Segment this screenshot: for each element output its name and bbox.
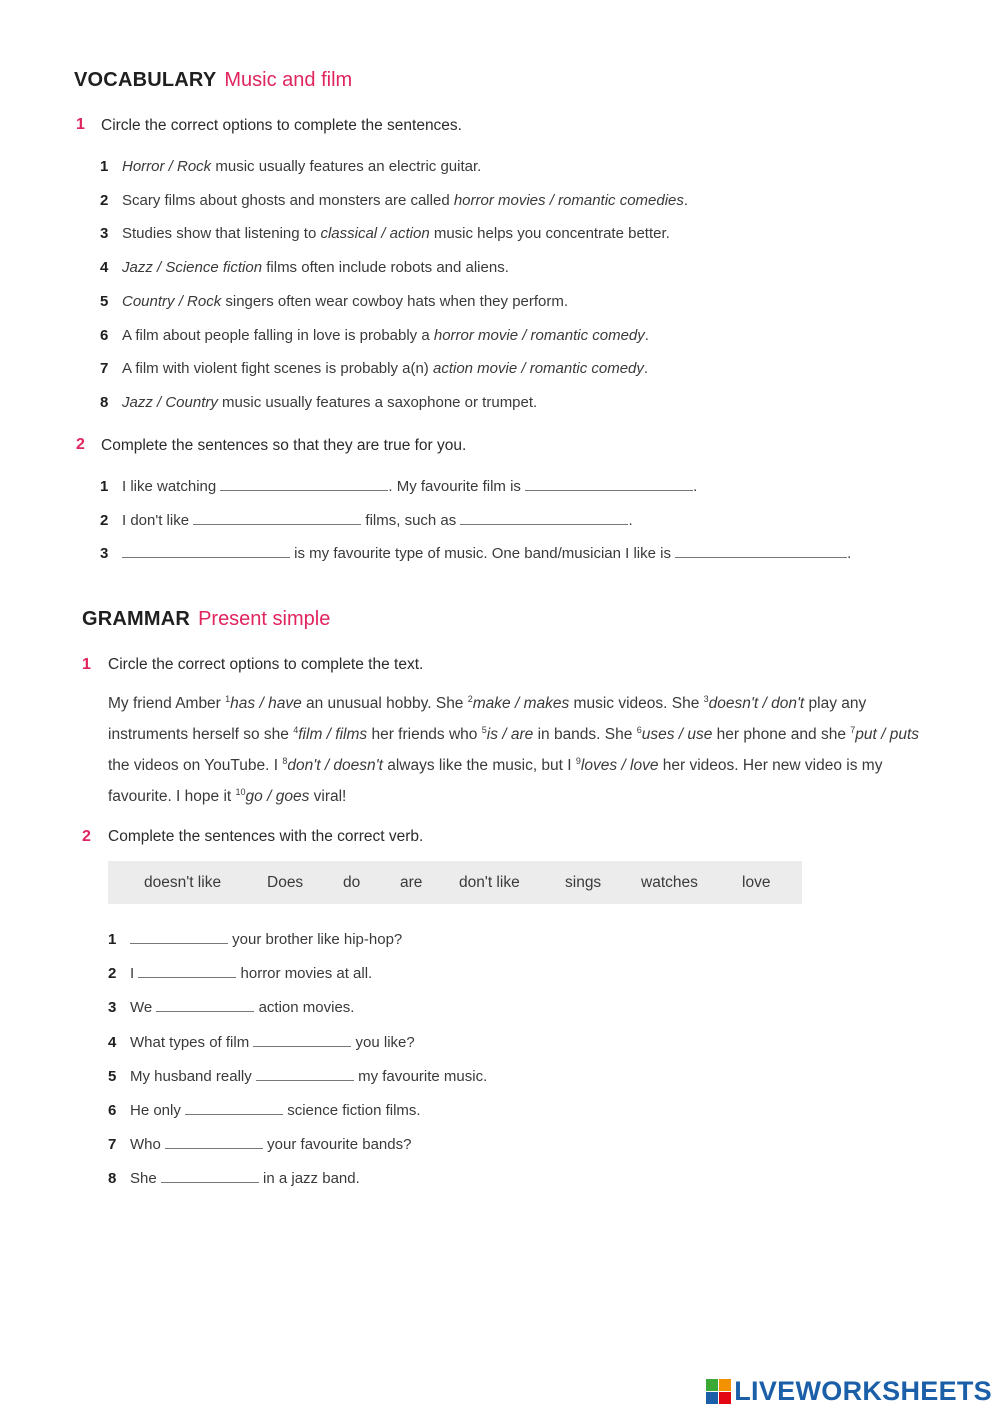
vocab-ex2-instruction: Complete the sentences so that they are true for you. <box>101 437 467 454</box>
option-choice[interactable]: put / puts <box>855 726 920 744</box>
item-number: 1 <box>108 931 117 948</box>
sentence-text: Studies show that listening to <box>122 225 321 243</box>
item-number: 7 <box>100 360 109 378</box>
option-choice[interactable]: Horror / Rock <box>122 158 212 175</box>
gap-number: 7 <box>850 725 856 736</box>
sentence-text: action movies. <box>254 999 355 1017</box>
sentence-text: play any instruments herself so she <box>108 695 867 744</box>
grammar-section-title <box>82 608 330 631</box>
list-item <box>100 360 648 377</box>
sentence-text: . <box>644 326 649 344</box>
list-item <box>100 293 568 310</box>
option-choice[interactable]: don't / doesn't <box>287 757 383 775</box>
item-number: 2 <box>100 191 109 209</box>
sentence-text: her phone and she <box>712 726 851 744</box>
sentence-text: is my favourite type of music. One band/musician I like is <box>290 545 676 562</box>
option-choice[interactable]: go / goes <box>245 788 310 806</box>
sentence-text: . <box>643 360 649 378</box>
sentence-text: He only <box>130 1102 186 1119</box>
list-item <box>100 478 697 495</box>
item-number: 2 <box>108 965 117 983</box>
word-bank-item[interactable]: sings <box>565 873 602 891</box>
sentence-text: What types of film <box>130 1033 254 1051</box>
logo-mark-icon <box>706 1379 731 1404</box>
sentence-text: . <box>628 511 633 529</box>
sentence-text: music videos. She <box>569 695 704 713</box>
sentence-text: her friends who <box>367 726 482 744</box>
gap-number: 9 <box>575 756 581 767</box>
logo-square <box>719 1392 731 1404</box>
sentence-text: A film with violent fight scenes is probably a(n) <box>122 360 433 378</box>
answer-blank[interactable] <box>130 931 228 944</box>
sentence-text: I don't like <box>122 511 194 529</box>
vocab-ex1-number: 1 <box>76 116 85 133</box>
list-item <box>108 1136 411 1153</box>
answer-blank[interactable] <box>161 1170 259 1183</box>
list-item <box>108 931 402 948</box>
option-choice[interactable]: doesn't / don't <box>708 695 805 713</box>
sentence-text: singers often wear cowboy hats when they perform. <box>221 292 569 310</box>
word-bank-item[interactable]: love <box>742 873 771 891</box>
logo-text: LIVEWORKSHEETS <box>734 1376 992 1406</box>
sentence-text: films often include robots and aliens. <box>262 259 509 277</box>
gap-number: 5 <box>481 725 487 736</box>
vocab-ex2-number: 2 <box>76 436 85 453</box>
answer-blank[interactable] <box>138 965 236 978</box>
grammar-ex1-instruction: Circle the correct options to complete the text. <box>108 656 424 673</box>
vocabulary-section-title <box>74 69 352 92</box>
sentence-text: We <box>130 999 157 1017</box>
word-bank-item[interactable]: watches <box>641 873 698 891</box>
item-number: 1 <box>100 158 109 175</box>
item-number: 1 <box>100 478 109 495</box>
item-number: 6 <box>100 326 109 344</box>
list-item <box>100 225 670 242</box>
sentence-text: music helps you concentrate better. <box>429 225 670 243</box>
sentence-text: science fiction films. <box>283 1102 421 1119</box>
sentence-text: my favourite music. <box>353 1067 488 1085</box>
item-number: 6 <box>108 1102 117 1119</box>
list-item <box>108 1102 421 1119</box>
word-bank-item[interactable]: don't like <box>459 873 520 891</box>
sentence-text: always like the music, but I <box>382 757 576 775</box>
list-item <box>108 1034 415 1051</box>
sentence-text: horror movies at all. <box>236 965 373 983</box>
option-choice[interactable]: Country / Rock <box>122 292 222 310</box>
list-item <box>100 394 537 411</box>
list-item <box>108 1170 360 1187</box>
answer-blank[interactable] <box>165 1136 263 1149</box>
option-choice[interactable]: Jazz / Country <box>122 393 218 411</box>
answer-blank[interactable] <box>156 999 254 1012</box>
sentence-text: My friend Amber <box>108 695 226 713</box>
gap-number: 4 <box>293 725 299 736</box>
word-bank-item[interactable]: doesn't like <box>144 873 222 891</box>
item-number: 4 <box>108 1033 117 1051</box>
sentence-text: She <box>130 1170 161 1188</box>
option-choice[interactable]: horror movie / romantic comedy <box>433 326 645 344</box>
item-number: 7 <box>108 1136 117 1154</box>
gap-number: 8 <box>282 756 288 767</box>
sentence-text: your favourite bands? <box>263 1136 412 1154</box>
item-number: 3 <box>100 225 109 243</box>
logo-square <box>719 1379 731 1391</box>
answer-blank[interactable] <box>256 1068 354 1081</box>
list-item <box>108 999 354 1016</box>
list-item <box>108 1068 487 1085</box>
sentence-text: in bands. She <box>533 726 637 744</box>
sentence-text: films, such as <box>361 511 461 529</box>
item-number: 2 <box>100 511 109 529</box>
item-number: 4 <box>100 259 109 277</box>
answer-blank[interactable] <box>185 1102 283 1115</box>
item-number: 5 <box>108 1067 117 1085</box>
option-choice[interactable]: has / have <box>230 695 302 713</box>
gap-number: 6 <box>636 725 642 736</box>
option-choice[interactable]: action movie / romantic comedy <box>432 360 644 378</box>
list-item <box>100 327 649 344</box>
logo-square <box>706 1379 718 1391</box>
grammar-ex2-instruction: Complete the sentences with the correct verb. <box>108 828 424 845</box>
sentence-text: music usually features an electric guitar. <box>211 158 482 175</box>
sentence-text: viral! <box>309 788 347 806</box>
answer-blank[interactable] <box>193 512 361 525</box>
sentence-text: . My favourite film is <box>388 478 526 495</box>
word-bank-item[interactable]: are <box>400 873 423 891</box>
sentence-text: your brother like hip-hop? <box>228 931 403 948</box>
option-choice[interactable]: is / are <box>486 726 534 744</box>
answer-blank[interactable] <box>253 1034 351 1047</box>
vocabulary-heading: VOCABULARY <box>74 69 217 91</box>
grammar-heading: GRAMMAR <box>82 608 191 630</box>
list-item <box>100 158 481 175</box>
vocabulary-subheading: Music and film <box>224 69 353 91</box>
answer-blank[interactable] <box>525 478 693 491</box>
list-item <box>108 965 372 982</box>
sentence-text: . <box>683 191 689 209</box>
item-number: 3 <box>108 999 117 1017</box>
sentence-text: an unusual hobby. She <box>301 695 468 713</box>
option-choice[interactable]: uses / use <box>641 726 713 744</box>
logo-square <box>706 1392 718 1404</box>
option-choice[interactable]: loves / love <box>580 757 659 775</box>
word-bank <box>108 861 802 904</box>
word-bank-item[interactable]: do <box>343 873 361 891</box>
option-choice[interactable]: Jazz / Science fiction <box>122 259 263 277</box>
list-item <box>100 545 851 562</box>
grammar-ex2-number: 2 <box>82 828 91 845</box>
answer-blank[interactable] <box>220 478 388 491</box>
item-number: 8 <box>108 1170 117 1188</box>
list-item <box>100 512 633 529</box>
answer-blank[interactable] <box>675 545 847 558</box>
grammar-subheading: Present simple <box>198 608 331 630</box>
option-choice[interactable]: make / makes <box>472 695 570 713</box>
gap-number: 3 <box>703 694 709 704</box>
sentence-text: Scary films about ghosts and monsters are called <box>122 191 454 209</box>
sentence-text: in a jazz band. <box>258 1170 360 1188</box>
answer-blank[interactable] <box>122 545 290 558</box>
sentence-text: I like watching <box>122 478 221 495</box>
vocab-ex1-instruction: Circle the correct options to complete the sentences. <box>101 117 462 134</box>
sentence-text: her videos. Her new video is my favourite. I hope it <box>108 757 883 806</box>
list-item <box>100 259 509 276</box>
item-number: 5 <box>100 292 109 310</box>
word-bank-item[interactable]: Does <box>267 873 304 891</box>
grammar-ex1-number: 1 <box>82 656 91 673</box>
sentence-text: . <box>693 478 698 495</box>
sentence-text: music usually features a saxophone or trumpet. <box>217 393 538 411</box>
item-number: 8 <box>100 393 109 411</box>
option-choice[interactable]: film / films <box>298 726 368 744</box>
option-choice[interactable]: classical / action <box>320 225 430 243</box>
grammar-ex1-paragraph <box>108 686 928 811</box>
liveworksheets-logo <box>706 1376 992 1407</box>
sentence-text: I <box>130 965 139 983</box>
sentence-text: you like? <box>351 1033 415 1051</box>
sentence-text: the videos on YouTube. I <box>108 757 283 775</box>
gap-number: 10 <box>235 787 246 798</box>
list-item <box>100 192 688 209</box>
sentence-text: Who <box>130 1136 166 1154</box>
sentence-text: My husband really <box>130 1067 256 1085</box>
item-number: 3 <box>100 545 109 562</box>
answer-blank[interactable] <box>460 512 628 525</box>
gap-number: 1 <box>225 694 231 704</box>
sentence-text: A film about people falling in love is probably a <box>122 326 434 344</box>
sentence-text: . <box>847 545 852 562</box>
gap-number: 2 <box>467 694 473 704</box>
option-choice[interactable]: horror movies / romantic comedies <box>453 191 684 209</box>
